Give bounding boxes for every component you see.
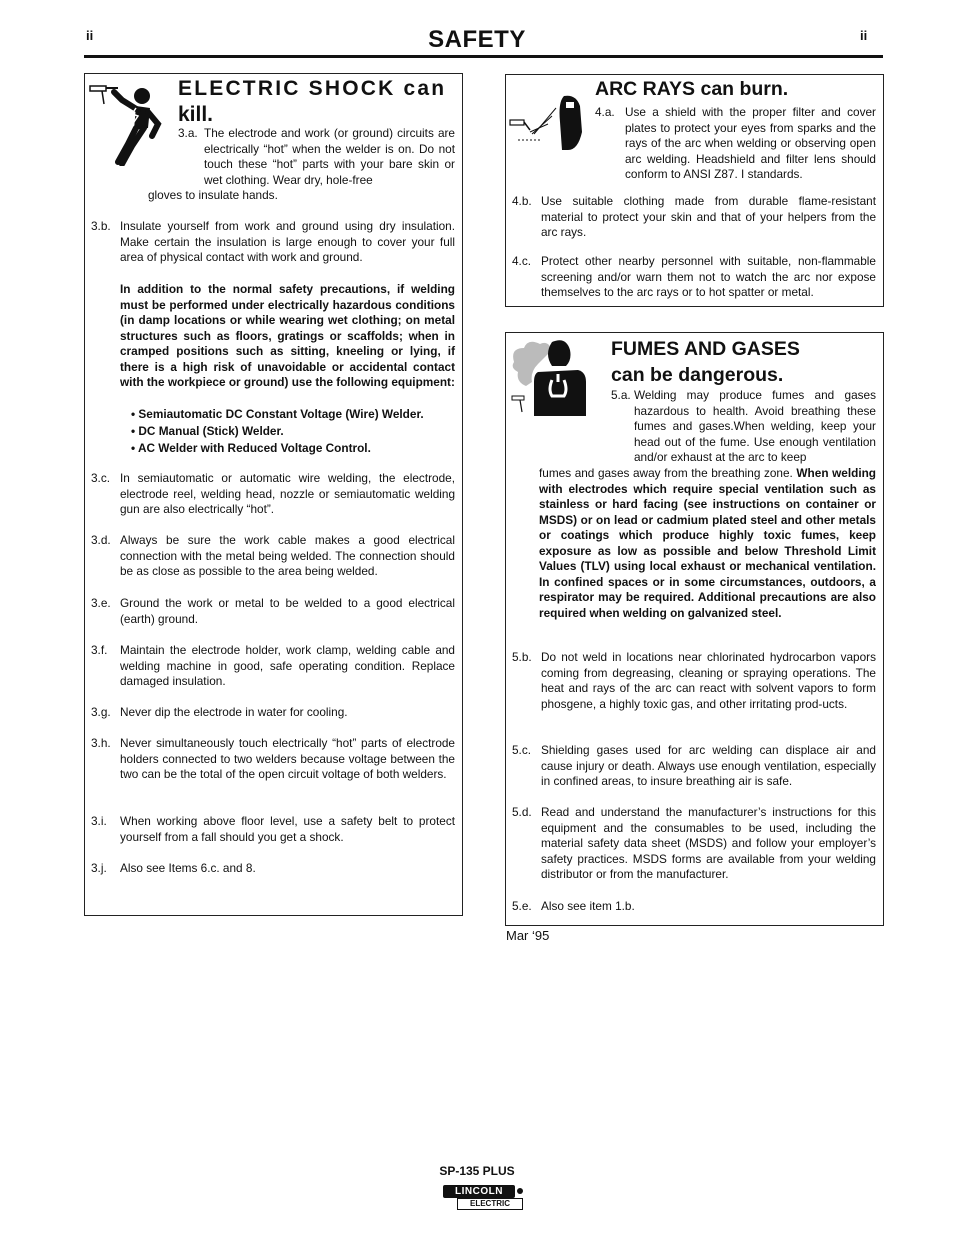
equipment-bullet: • Semiautomatic DC Constant Voltage (Wire) Welder. bbox=[131, 407, 424, 421]
header-rule bbox=[84, 55, 883, 58]
item-number: 3.c. bbox=[91, 471, 111, 485]
item-text: Read and understand the manufacturer’s instructions for this equipment and the consumables to be used, including the material safety data sheet (MSDS) and follow your employer’s safety practices. MSDS forms are available from your welding distributor or from the manufacturer. bbox=[541, 805, 876, 881]
item-text: Never dip the electrode in water for cooling. bbox=[120, 705, 348, 719]
item-text: Maintain the electrode holder, work clamp, welding cable and welding machine in good, safe operating condition. Replace damaged insulation. bbox=[120, 643, 455, 688]
item-number: 3.a. bbox=[178, 126, 198, 140]
item-text: Also see Items 6.c. and 8. bbox=[120, 861, 256, 875]
item-number: 3.b. bbox=[91, 219, 111, 233]
item-number: 3.g. bbox=[91, 705, 111, 719]
item-text: Ground the work or metal to be welded to a good electrical (earth) ground. bbox=[120, 596, 455, 626]
electric-shock-heading-line1: ELECTRIC SHOCK can bbox=[178, 77, 447, 100]
item-number: 4.c. bbox=[512, 254, 532, 268]
revision-date: Mar ‘95 bbox=[506, 928, 550, 943]
item-text: In semiautomatic or automatic wire welding, the electrode, electrode reel, welding head, nozzle or semiautomatic welding gun are also electrically “hot”. bbox=[120, 471, 455, 516]
item-text: When working above floor level, use a safety belt to protect yourself from a fall should you get a shock. bbox=[120, 814, 455, 844]
item-text: Welding may produce fumes and gases hazardous to health. Avoid breathing these fumes and gases.When welding, keep your head out of the fume. Use enough ventilation and/or exhaust at the arc to keep bbox=[634, 388, 876, 464]
item-text-continued-plain: fumes and gases away from the breathing zone. bbox=[539, 466, 793, 480]
item-warning-bold: In addition to the normal safety precautions, if welding must be performed under electrically hazardous conditions (in damp locations or while wearing wet clothing; on metal structures such as floors, gratings or scaffolds; when in cramped positions such as sitting, kneeling or lying, if there is a high risk of unavoidable or accidental contact with the workpiece or ground) use the following equipment: bbox=[120, 282, 455, 389]
item-text: The electrode and work (or ground) circuits are electrically “hot” when the welder is on. Do not touch these “hot” parts with your bare skin or wet clothing. Wear dry, hole-free bbox=[204, 126, 455, 187]
item-number: 5.c. bbox=[512, 743, 532, 757]
item-number: 5.a. bbox=[611, 388, 631, 402]
fumes-heading-line2: can be dangerous. bbox=[611, 364, 784, 386]
item-number: 3.h. bbox=[91, 736, 111, 750]
item-number: 3.d. bbox=[91, 533, 111, 547]
fumes-heading-line1: FUMES AND GASES bbox=[611, 338, 800, 360]
page-title: SAFETY bbox=[428, 26, 526, 53]
page-number-left: ii bbox=[86, 28, 94, 43]
logo-bottom: ELECTRIC bbox=[457, 1198, 523, 1210]
model-name: SP-135 PLUS bbox=[439, 1164, 515, 1178]
item-text: Shielding gases used for arc welding can displace air and cause injury or death. Always use enough ventilation, especially in confined areas, to insure breathing air is safe. bbox=[541, 743, 876, 788]
logo-dot bbox=[517, 1188, 523, 1194]
welder-arc-icon bbox=[508, 92, 588, 152]
item-text: Insulate yourself from work and ground using dry insulation. Make certain the insulation is large enough to cover your full area of physical contact with work and ground. bbox=[120, 219, 455, 264]
electric-shock-heading-line2: kill. bbox=[178, 103, 214, 126]
electric-shock-icon bbox=[88, 80, 168, 166]
item-number: 3.j. bbox=[91, 861, 107, 875]
page-number-right: ii bbox=[860, 28, 868, 43]
item-text: Protect other nearby personnel with suitable, non-flammable screening and/or warn them not to watch the arc nor expose themselves to the arc rays or to hot spatter or metal. bbox=[541, 254, 876, 299]
item-text: Do not weld in locations near chlorinated hydrocarbon vapors coming from degreasing, cleaning or spraying operations. The heat and rays of the arc can react with solvent vapors to form phosgene, a highly toxic gas, and other irritating prod-ucts. bbox=[541, 650, 876, 711]
item-text-continued: gloves to insulate hands. bbox=[148, 188, 278, 202]
item-number: 4.b. bbox=[512, 194, 532, 208]
item-number: 3.f. bbox=[91, 643, 108, 657]
fumes-gases-icon bbox=[508, 338, 596, 418]
item-text: Also see item 1.b. bbox=[541, 899, 635, 913]
item-number: 5.d. bbox=[512, 805, 532, 819]
equipment-bullet: • DC Manual (Stick) Welder. bbox=[131, 424, 284, 438]
arc-rays-heading: ARC RAYS can burn. bbox=[595, 78, 789, 100]
item-text: Use a shield with the proper filter and cover plates to protect your eyes from sparks and the rays of the arc when welding or observing open arc welding. Headshield and filter lens should conform to ANSI Z87. I standards. bbox=[625, 105, 876, 181]
item-text: Never simultaneously touch electrically “hot” parts of electrode holders connected to two welders because voltage between the two can be the total of the open circuit voltage of both welders. bbox=[120, 736, 455, 781]
item-text: Always be sure the work cable makes a good electrical connection with the metal being welded. The connection should be as close as possible to the area being welded. bbox=[120, 533, 455, 578]
equipment-bullet: • AC Welder with Reduced Voltage Control. bbox=[131, 441, 371, 455]
item-text-continued bbox=[539, 466, 876, 621]
item-number: 5.b. bbox=[512, 650, 532, 664]
item-number: 3.i. bbox=[91, 814, 107, 828]
item-text: Use suitable clothing made from durable flame-resistant material to protect your skin and that of your helpers from the arc rays. bbox=[541, 194, 876, 239]
item-number: 5.e. bbox=[512, 899, 532, 913]
logo-top: LINCOLN bbox=[443, 1185, 515, 1198]
item-number: 4.a. bbox=[595, 105, 615, 119]
item-number: 3.e. bbox=[91, 596, 111, 610]
item-warning-bold: When welding with electrodes which require special ventilation such as stainless or hard facing (see instructions on container or MSDS) or on lead or cadmium plated steel and other metals or coatings which produce highly toxic fumes, keep exposure as low as possible and below Threshold Limit Values (TLV) using local exhaust or mechanical ventilation. In confined spaces or in some circumstances, outdoors, a respirator may be required. Additional precautions are also required when welding on galvanized steel. bbox=[539, 466, 877, 620]
lincoln-electric-logo bbox=[443, 1185, 523, 1211]
